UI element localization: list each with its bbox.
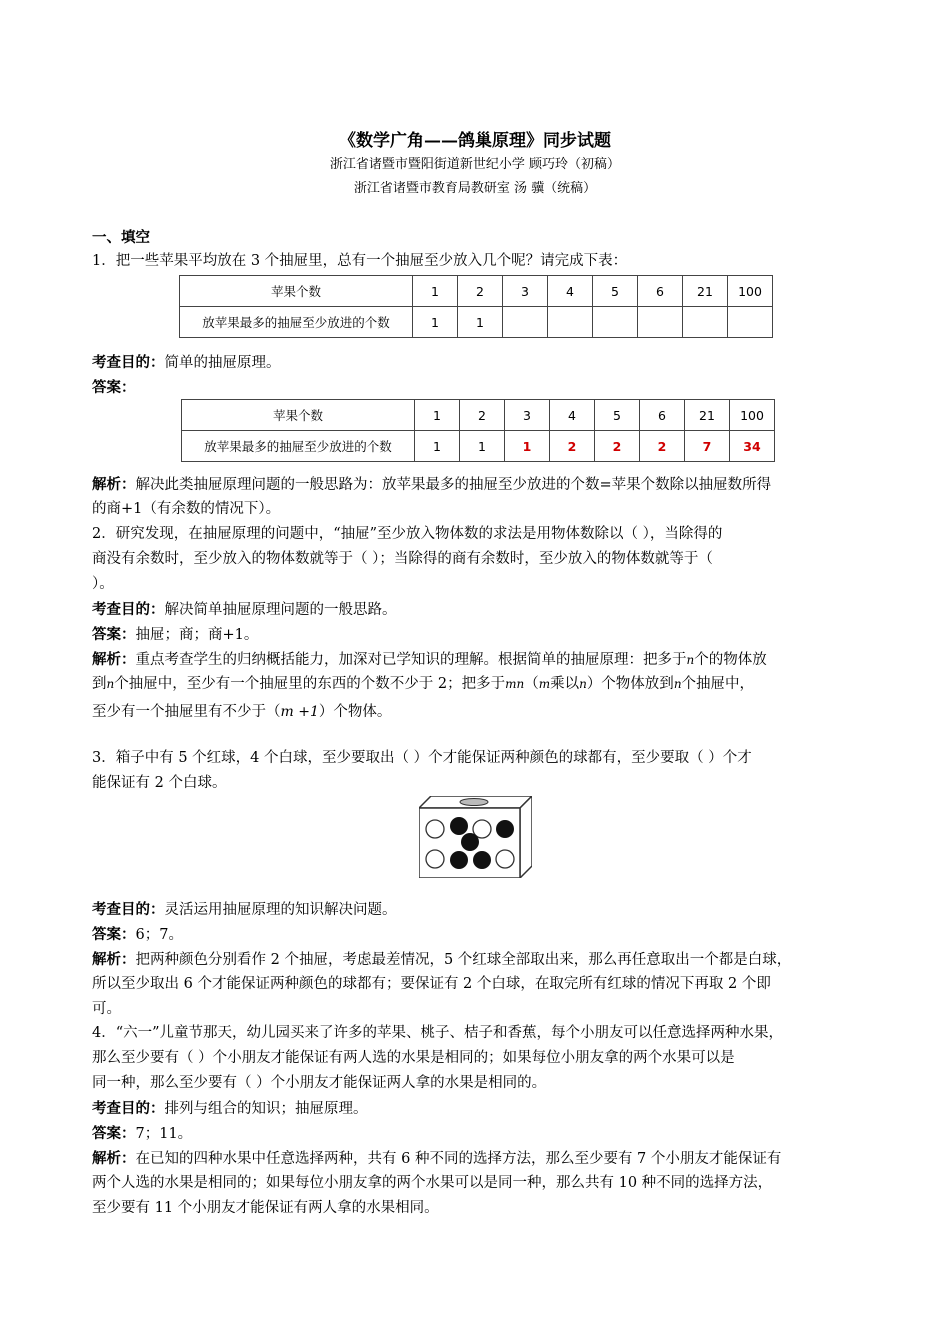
q4-analysis-1: 解析：在已知的四种水果中任意选择两种，共有 6 种不同的选择方法，那么至少要有 7 个小朋友才能保证有: [92, 1150, 782, 1167]
apples-cell: 6: [638, 276, 683, 307]
q1-table: [179, 275, 773, 338]
q4-answer: 答案：7；11。: [92, 1125, 193, 1142]
q4-line-1: 4．“六一”儿童节那天，幼儿园买来了许多的苹果、桃子、桔子和香蕉，每个小朋友可以任意选择两种水果，: [92, 1025, 784, 1041]
q3-analysis-3: 可。: [92, 1001, 121, 1017]
q4-analysis-3: 至少要有 11 个小朋友才能保证有两人拿的水果相同。: [92, 1200, 439, 1216]
apples-cell: 1: [415, 400, 460, 431]
blank-cell: [503, 307, 548, 338]
blank-cell: [548, 307, 593, 338]
table-row: [180, 307, 773, 338]
table-row: [182, 400, 775, 431]
q1-answer-table: [181, 399, 775, 462]
answer-cell-red: 2: [640, 431, 685, 462]
q3-line-2: 能保证有 2 个白球。: [92, 775, 227, 791]
apples-cell: 5: [595, 400, 640, 431]
q2-line-2: 商没有余数时，至少放入的物体数就等于（ ）；当除得的商有余数时，至少放入的物体数就等于（: [92, 551, 713, 567]
answer-cell-red: 7: [685, 431, 730, 462]
q3-analysis-2: 所以至少取出 6 个才能保证两种颜色的球都有；要保证有 2 个白球，在取完所有红球的情况下再取 2 个即: [92, 976, 771, 992]
author-line-2: 浙江省诸暨市教育局教研室 汤 骥（统稿）: [353, 181, 597, 196]
q2-line-3: ）。: [92, 576, 114, 592]
document-title: 《数学广角——鸽巢原理》同步试题: [339, 131, 611, 151]
purpose-label: 考查目的：: [92, 354, 165, 371]
q4-purpose: 考查目的：排列与组合的知识；抽屉原理。: [92, 1100, 368, 1117]
answer-cell-red: 34: [730, 431, 775, 462]
q1-answer-label: 答案：: [92, 379, 136, 396]
blank-cell: [638, 307, 683, 338]
q1-purpose: 考查目的：简单的抽屉原理。: [92, 354, 281, 371]
apples-cell: 4: [550, 400, 595, 431]
apples-cell: 21: [685, 400, 730, 431]
q1-analysis-2: 的商+1（有余数的情况下）。: [92, 501, 281, 517]
answer-cell-red: 1: [505, 431, 550, 462]
apples-cell: 4: [548, 276, 593, 307]
table-row-label: 放苹果最多的抽屉至少放进的个数: [182, 431, 415, 462]
q4-analysis-2: 两个人选的水果是相同的；如果每位小朋友拿的两个水果可以是同一种，那么共有 10 种不同的选择方法，: [92, 1175, 773, 1191]
q3-line-1: 3．箱子中有 5 个红球，4 个白球，至少要取出（ ）个才能保证两种颜色的球都有，至少要取（ ）个才: [92, 750, 752, 766]
q1-analysis-1: 解析：解决此类抽屉原理问题的一般思路为：放苹果最多的抽屉至少放进的个数=苹果个数除以抽屉数所得: [92, 476, 772, 493]
apples-cell: 5: [593, 276, 638, 307]
q3-analysis-1: 解析：把两种颜色分别看作 2 个抽屉，考虑最差情况，5 个红球全部取出来，那么再任意取出一个都是白球，: [92, 951, 792, 968]
apples-cell: 6: [640, 400, 685, 431]
q4-line-2: 那么至少要有（ ）个小朋友才能保证有两人选的水果是相同的；如果每位小朋友拿的两个水果可以是: [92, 1050, 735, 1066]
blank-cell: [593, 307, 638, 338]
q2-analysis-1: 解析：重点考查学生的归纳概括能力，加深对已学知识的理解。根据简单的抽屉原理：把多于n个的物体放: [92, 651, 767, 668]
apples-cell: 2: [458, 276, 503, 307]
answer-cell: 1: [415, 431, 460, 462]
q2-answer: 答案：抽屉；商；商+1。: [92, 626, 259, 643]
q2-line-1: 2．研究发现，在抽屉原理的问题中，“抽屉”至少放入物体数的求法是用物体数除以（ ），当除得的: [92, 526, 723, 542]
ball-box-illustration: [419, 796, 532, 878]
section-heading: 一、填空: [92, 229, 150, 246]
blank-cell: [728, 307, 773, 338]
q2-analysis-3: 至少有一个抽屉里有不少于（m +1）个物体。: [92, 704, 392, 720]
apples-cell: 3: [505, 400, 550, 431]
q2-analysis-2: 到n个抽屉中，至少有一个抽屉里的东西的个数不少于 2；把多于mn（m乘以n）个物体放到n个抽屉中，: [92, 676, 755, 692]
table-row: [180, 276, 773, 307]
apples-cell: 21: [683, 276, 728, 307]
answer-cell-red: 2: [550, 431, 595, 462]
q2-purpose: 考查目的：解决简单抽屉原理问题的一般思路。: [92, 601, 397, 618]
q1-text: 1．把一些苹果平均放在 3 个抽屉里，总有一个抽屉至少放入几个呢？请完成下表：: [92, 253, 628, 269]
given-cell: 1: [458, 307, 503, 338]
q3-answer: 答案：6；7。: [92, 926, 183, 943]
table-header-cell: 苹果个数: [180, 276, 413, 307]
apples-cell: 2: [460, 400, 505, 431]
apples-cell: 1: [413, 276, 458, 307]
answer-cell-red: 2: [595, 431, 640, 462]
author-line-1: 浙江省诸暨市暨阳街道新世纪小学 顾巧玲（初稿）: [329, 157, 621, 172]
table-row: [182, 431, 775, 462]
given-cell: 1: [413, 307, 458, 338]
table-header-cell: 苹果个数: [182, 400, 415, 431]
apples-cell: 100: [728, 276, 773, 307]
blank-cell: [683, 307, 728, 338]
apples-cell: 100: [730, 400, 775, 431]
table-row-label: 放苹果最多的抽屉至少放进的个数: [180, 307, 413, 338]
answer-cell: 1: [460, 431, 505, 462]
q4-line-3: 同一种，那么至少要有（ ）个小朋友才能保证两人拿的水果是相同的。: [92, 1075, 547, 1091]
apples-cell: 3: [503, 276, 548, 307]
q3-purpose: 考查目的：灵活运用抽屉原理的知识解决问题。: [92, 901, 397, 918]
